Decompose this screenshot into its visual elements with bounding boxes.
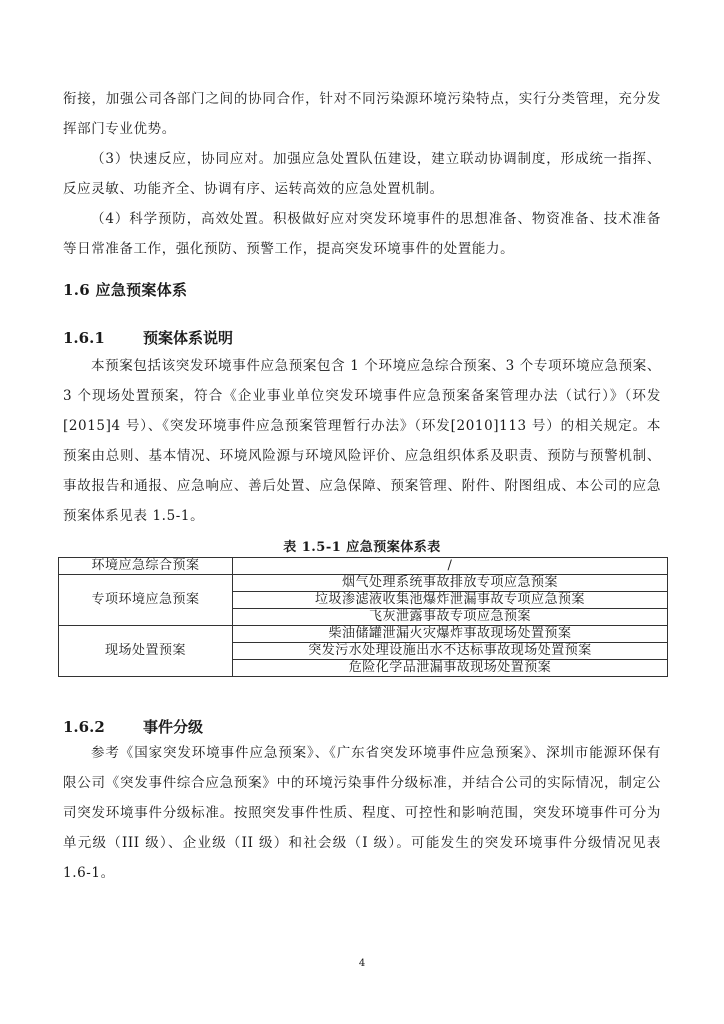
- section-title: 事件分级: [143, 718, 204, 736]
- table-value-cell: 危险化学品泄漏事故现场处置预案: [233, 660, 668, 677]
- table-value-cell: 烟气处理系统事故排放专项应急预案: [233, 575, 668, 592]
- section-title: 预案体系说明: [143, 329, 234, 347]
- paragraph-cooperation: 衔接，加强公司各部门之间的协同合作，针对不同污染源环境污染特点，实行分类管理，充分发挥部门专业优势。: [63, 91, 661, 137]
- table-row: [59, 626, 668, 643]
- section-heading-1-6-2: [63, 716, 203, 737]
- table-value-cell: 垃圾渗滤液收集池爆炸泄漏事故专项应急预案: [233, 592, 668, 609]
- table-category-cell: 专项环境应急预案: [59, 575, 233, 626]
- table-value-cell: 柴油储罐泄漏火灾爆炸事故现场处置预案: [233, 626, 668, 643]
- page-number: 4: [358, 958, 366, 969]
- paragraph-event-classification: 参考《国家突发环境事件应急预案》、《广东省突发环境事件应急预案》、深圳市能源环保有限公司《突发事件综合应急预案》中的环境污染事件分级标准，并结合公司的实际情况，制定公司突发环境事件分级标准。按照突发事件性质、程度、可控性和影响范围，突发环境事件可分为单元级（III 级）、企业级（II 级）和社会级（I 级）。可能发生的突发环境事件分级情况见表 1.6-1。: [63, 745, 661, 881]
- table-value-cell: 飞灰泄露事故专项应急预案: [233, 609, 668, 626]
- table-caption: 表 1.5-1 应急预案体系表: [283, 540, 441, 555]
- section-number: 1.6.1: [63, 329, 105, 347]
- paragraph-scientific-prevention: （4）科学预防，高效处置。积极做好应对突发环境事件的思想准备、物资准备、技术准备等日常准备工作，强化预防、预警工作，提高突发环境事件的处置能力。: [63, 211, 661, 257]
- table-category-cell: 环境应急综合预案: [59, 558, 233, 575]
- table-category-cell: 现场处置预案: [59, 626, 233, 677]
- table-row: [59, 575, 668, 592]
- table-row: [59, 558, 668, 575]
- paragraph-plan-system: 本预案包括该突发环境事件应急预案包含 1 个环境应急综合预案、3 个专项环境应急预案、3 个现场处置预案，符合《企业事业单位突发环境事件应急预案备案管理办法（试行）》（环发[2015]4 号）、《突发环境事件应急预案管理暂行办法》（环发[2010]113 号）的相关规定。本预案由总则、基本情况、环境风险源与环境风险评价、应急组织体系及职责、预防与预警机制、事故报告和通报、应急响应、善后处置、应急保障、预案管理、附件、附图组成、本公司的应急预案体系见表 1.5-1。: [63, 358, 661, 524]
- section-heading-1-6-1: [63, 327, 233, 348]
- paragraph-quick-response: （3）快速反应，协同应对。加强应急处置队伍建设，建立联动协调制度，形成统一指挥、反应灵敏、功能齐全、协调有序、运转高效的应急处置机制。: [63, 151, 661, 197]
- section-title-1-6: 1.6 应急预案体系: [63, 281, 188, 299]
- table-value-cell: 突发污水处理设施出水不达标事故现场处置预案: [233, 643, 668, 660]
- plan-system-table: [58, 557, 668, 677]
- table-value-cell: /: [233, 558, 668, 575]
- section-number: 1.6.2: [63, 718, 105, 736]
